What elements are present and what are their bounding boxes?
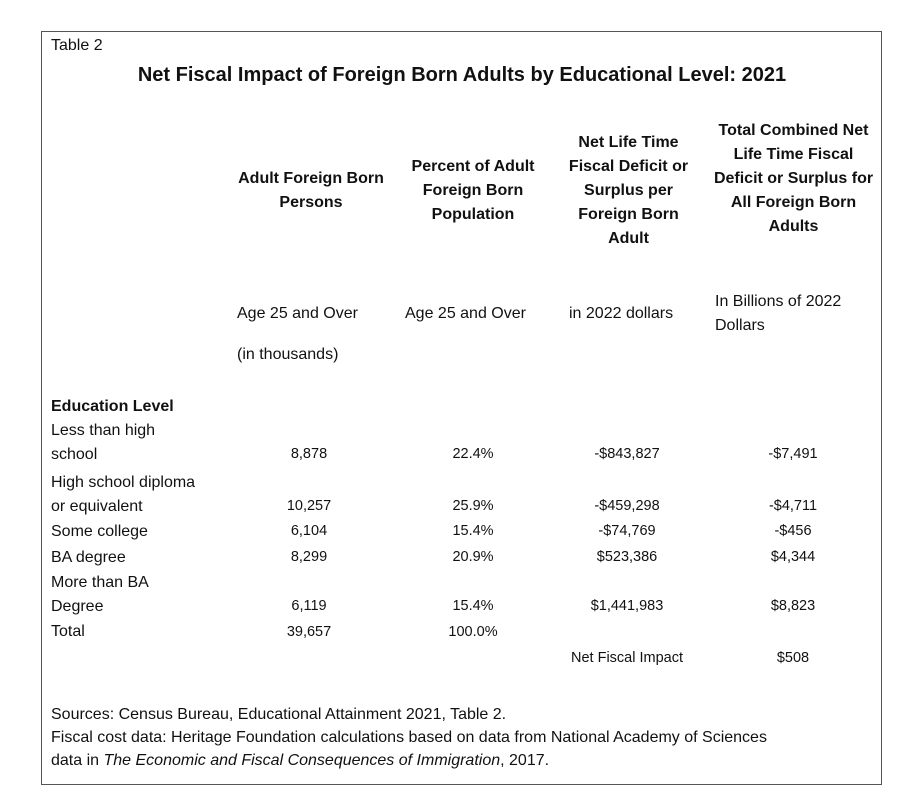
sources-line: Sources: Census Bureau, Educational Attainment 2021, Table 2. bbox=[51, 706, 507, 723]
table-cell: 8,878 bbox=[290, 446, 328, 462]
row-label-total: Total bbox=[51, 623, 85, 640]
table-cell: 25.9% bbox=[452, 498, 494, 514]
table-cell: 6,104 bbox=[290, 523, 328, 539]
row-label: or equivalent bbox=[51, 498, 143, 515]
table-cell: -$4,711 bbox=[768, 498, 818, 514]
sources-line bbox=[51, 749, 549, 772]
table-cell: 6,119 bbox=[291, 598, 327, 614]
table-cell: 15.4% bbox=[452, 523, 494, 539]
table-cell: 39,657 bbox=[286, 624, 332, 640]
column-subheader-age: Age 25 and Over bbox=[405, 305, 526, 322]
table-cell: 20.9% bbox=[452, 549, 494, 565]
table-cell: -$7,491 bbox=[768, 446, 818, 462]
net-fiscal-impact-value: $508 bbox=[776, 650, 810, 666]
row-label: Degree bbox=[51, 598, 104, 615]
net-fiscal-impact-label: Net Fiscal Impact bbox=[571, 650, 683, 666]
row-label: Some college bbox=[51, 523, 148, 540]
table-cell: 22.4% bbox=[452, 446, 494, 462]
table-cell: -$74,769 bbox=[598, 523, 656, 539]
column-header-per-adult: Net Life Time Fiscal Deficit or Surplus per Foreign Born Adult bbox=[568, 134, 689, 247]
table-cell: 8,299 bbox=[290, 549, 328, 565]
table-cell: 100.0% bbox=[448, 624, 498, 640]
table-label: Table 2 bbox=[51, 37, 103, 54]
column-subheader-thousands: (in thousands) bbox=[237, 346, 339, 363]
sources-publication-title: The Economic and Fiscal Consequences of Immigration bbox=[103, 752, 501, 769]
sources-prefix: data in bbox=[51, 752, 104, 769]
table-cell: 10,257 bbox=[286, 498, 332, 514]
table-cell: $523,386 bbox=[596, 549, 658, 565]
column-header-total-combined: Total Combined Net Life Time Fiscal Deficit or Surplus for All Foreign Born Adults bbox=[713, 122, 874, 235]
table-cell: -$459,298 bbox=[594, 498, 660, 514]
column-subheader-age: Age 25 and Over bbox=[237, 305, 358, 322]
row-label: school bbox=[51, 446, 98, 463]
table-cell: -$843,827 bbox=[594, 446, 660, 462]
table-cell: -$456 bbox=[774, 523, 812, 539]
table-cell: $4,344 bbox=[770, 549, 816, 565]
table-cell: 15.4% bbox=[452, 598, 494, 614]
sources-line: Fiscal cost data: Heritage Foundation calculations based on data from National Academy of Sciences bbox=[51, 729, 767, 746]
column-subheader-dollars: in 2022 dollars bbox=[569, 305, 674, 322]
table-cell: $8,823 bbox=[770, 598, 816, 614]
column-header-percent: Percent of Adult Foreign Born Population bbox=[411, 158, 535, 223]
row-label: Less than high bbox=[51, 422, 156, 439]
sources-suffix: , 2017. bbox=[500, 752, 550, 769]
table-cell: $1,441,983 bbox=[590, 598, 664, 614]
row-label: More than BA bbox=[51, 574, 149, 591]
column-subheader-billions: In Billions of 2022 Dollars bbox=[715, 293, 842, 334]
row-label: High school diploma bbox=[51, 474, 196, 491]
column-header-adult-foreign-born: Adult Foreign Born Persons bbox=[238, 170, 384, 211]
page-title: Net Fiscal Impact of Foreign Born Adults by Educational Level: 2021 bbox=[137, 64, 787, 86]
row-label: BA degree bbox=[51, 549, 126, 566]
row-header-education-level: Education Level bbox=[51, 398, 174, 415]
